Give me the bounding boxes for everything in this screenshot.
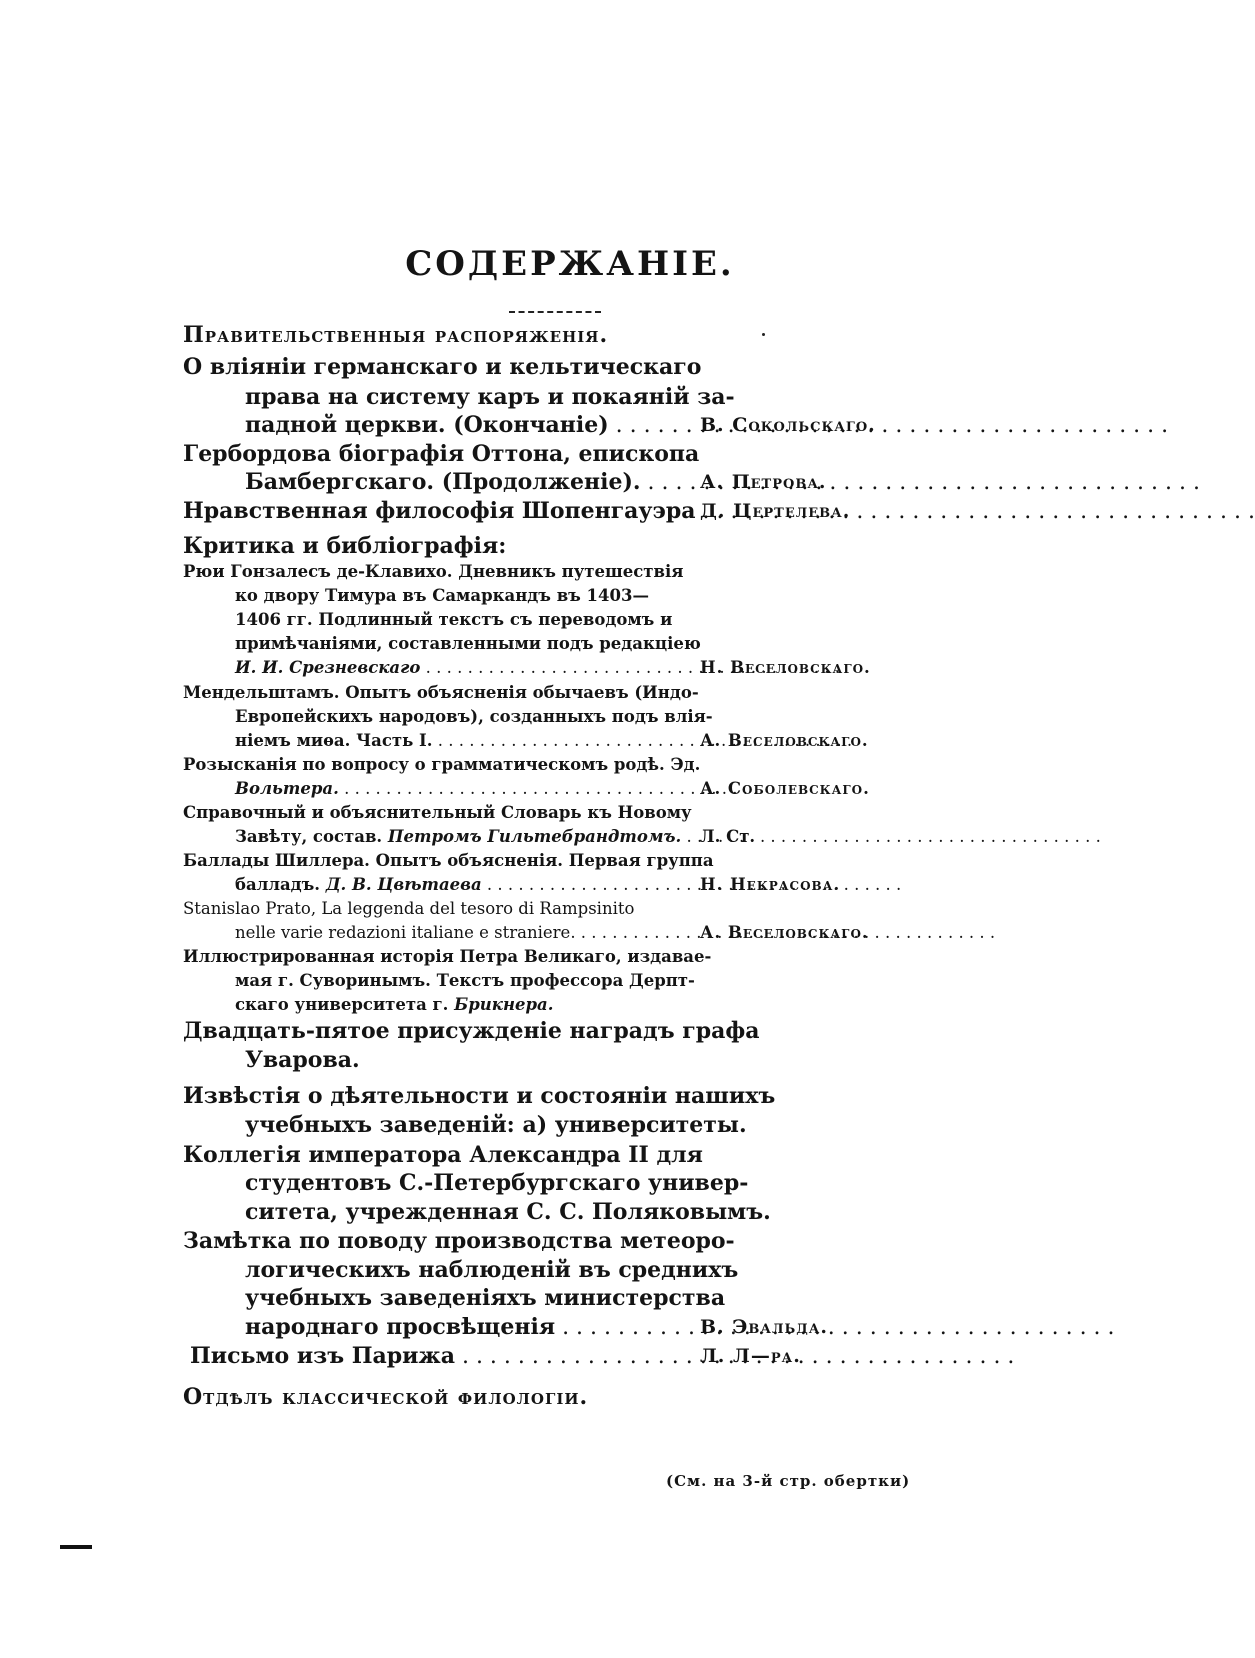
review-3-line-2: Вольтера. . . . <box>235 777 693 801</box>
article-2-author: А. Петрова. <box>700 471 827 493</box>
review-2-line-3: ніемъ миѳа. Часть I. . . . <box>235 729 693 753</box>
review-1-line-2: ко двору Тимура въ Самаркандъ въ 1403— <box>235 586 649 605</box>
margin-mark <box>60 1545 92 1549</box>
title-divider <box>509 311 601 313</box>
block-5-author: Л. Л—ра. <box>700 1345 801 1367</box>
review-7-line-2: мая г. Суворинымъ. Текстъ профессора Дерпт- <box>235 971 695 990</box>
block-4-line-2: логическихъ наблюденій въ среднихъ <box>245 1257 739 1283</box>
cover-note: (См. на 3-й стр. обертки) <box>666 1472 911 1490</box>
block-1-line-1: Двадцать-пятое присужденіе наградъ графа <box>183 1018 760 1044</box>
article-2-line-2: Бамбергскаго. (Продолженіе). . . . <box>245 467 693 497</box>
article-1-line-2: права на систему каръ и покаяній за- <box>245 384 735 410</box>
review-7-line-1: Иллюстрированная исторія Петра Великаго, издавае- <box>183 947 712 966</box>
review-2-author: А. Веселовскаго. <box>700 731 869 750</box>
review-5-line-2: балладъ. Д. В. Цвѣтаева . . . <box>235 873 693 897</box>
review-1-author: Н. Веселовскаго. <box>700 658 871 677</box>
block-3-line-1: Коллегія императора Александра II для <box>183 1142 703 1168</box>
section-classical-philology: Отдѣлъ классической филологіи. <box>183 1384 589 1410</box>
review-1-line-5: И. И. Срезневскаго . . . <box>235 656 693 680</box>
review-6-line-1: Stanislao Prato, La leggenda del tesoro di Rampsinito <box>183 899 635 918</box>
block-5-line-1: Письмо изъ Парижа . . . <box>190 1341 700 1371</box>
speck <box>762 333 765 336</box>
article-3-line-1: Нравственная философія Шопенгауэра . . . <box>183 496 693 526</box>
review-4-line-1: Справочный и объяснительный Словарь къ Новому <box>183 803 692 822</box>
article-3-author: Д. Цертелева. <box>700 500 851 522</box>
review-4-author: Л. Ст. <box>700 827 756 846</box>
review-6-author: А. Веселовскаго. <box>700 923 869 942</box>
block-3-line-2: студентовъ С.-Петербургскаго универ- <box>245 1170 749 1196</box>
block-4-line-3: учебныхъ заведеніяхъ министерства <box>245 1285 726 1311</box>
block-4-author: В. Эвальда. <box>700 1316 828 1338</box>
review-3-line-1: Розысканія по вопросу о грамматическомъ родѣ. Эд. <box>183 755 701 774</box>
review-2-line-2: Европейскихъ народовъ), созданныхъ подъ влія- <box>235 707 713 726</box>
review-1-line-4: примѣчаніями, составленными подъ редакціею <box>235 634 701 653</box>
review-1-line-3: 1406 гг. Подлинный текстъ съ переводомъ и <box>235 610 673 629</box>
review-5-author: Н. Некрасова. <box>700 875 841 894</box>
page-title: СОДЕРЖАНІЕ. <box>405 244 735 284</box>
article-1-line-1: О вліяніи германскаго и кельтическаго <box>183 354 702 380</box>
section-government-orders: Правительственныя распоряженія. <box>183 322 609 348</box>
review-4-line-2: Завѣту, состав. Петромъ Гильтебрандтомъ. . . . <box>235 825 693 849</box>
block-3-line-3: ситета, учрежденная С. С. Поляковымъ. <box>245 1199 771 1225</box>
review-1-line-1: Рюи Гонзалесъ де-Клавихо. Дневникъ путешествія <box>183 562 684 581</box>
block-2-line-1: Извѣстія о дѣятельности и состояніи нашихъ <box>183 1083 776 1109</box>
block-2-line-2: учебныхъ заведеній: а) университеты. <box>245 1112 747 1138</box>
block-4-line-4: народнаго просвѣщенія . . . <box>245 1312 693 1342</box>
review-2-line-1: Мендельштамъ. Опытъ объясненія обычаевъ (Индо- <box>183 683 699 702</box>
article-1-line-3: падной церкви. (Окончаніе) . . . <box>245 410 693 440</box>
review-5-line-1: Баллады Шиллера. Опытъ объясненія. Первая группа <box>183 851 714 870</box>
article-1-author: В. Сокольскаго. <box>700 414 876 436</box>
block-4-line-1: Замѣтка по поводу производства метеоро- <box>183 1228 735 1254</box>
block-1-line-2: Уварова. <box>245 1047 360 1073</box>
article-2-line-1: Гербордова біографія Оттона, епископа <box>183 441 700 467</box>
review-6-line-2: nelle varie redazioni italiane e straniere. . . . <box>235 921 693 945</box>
review-7-line-3: скаго университета г. Брикнера. <box>235 995 554 1014</box>
section-critique: Критика и библіографія: <box>183 533 507 559</box>
review-3-author: А. Соболевскаго. <box>700 779 870 798</box>
